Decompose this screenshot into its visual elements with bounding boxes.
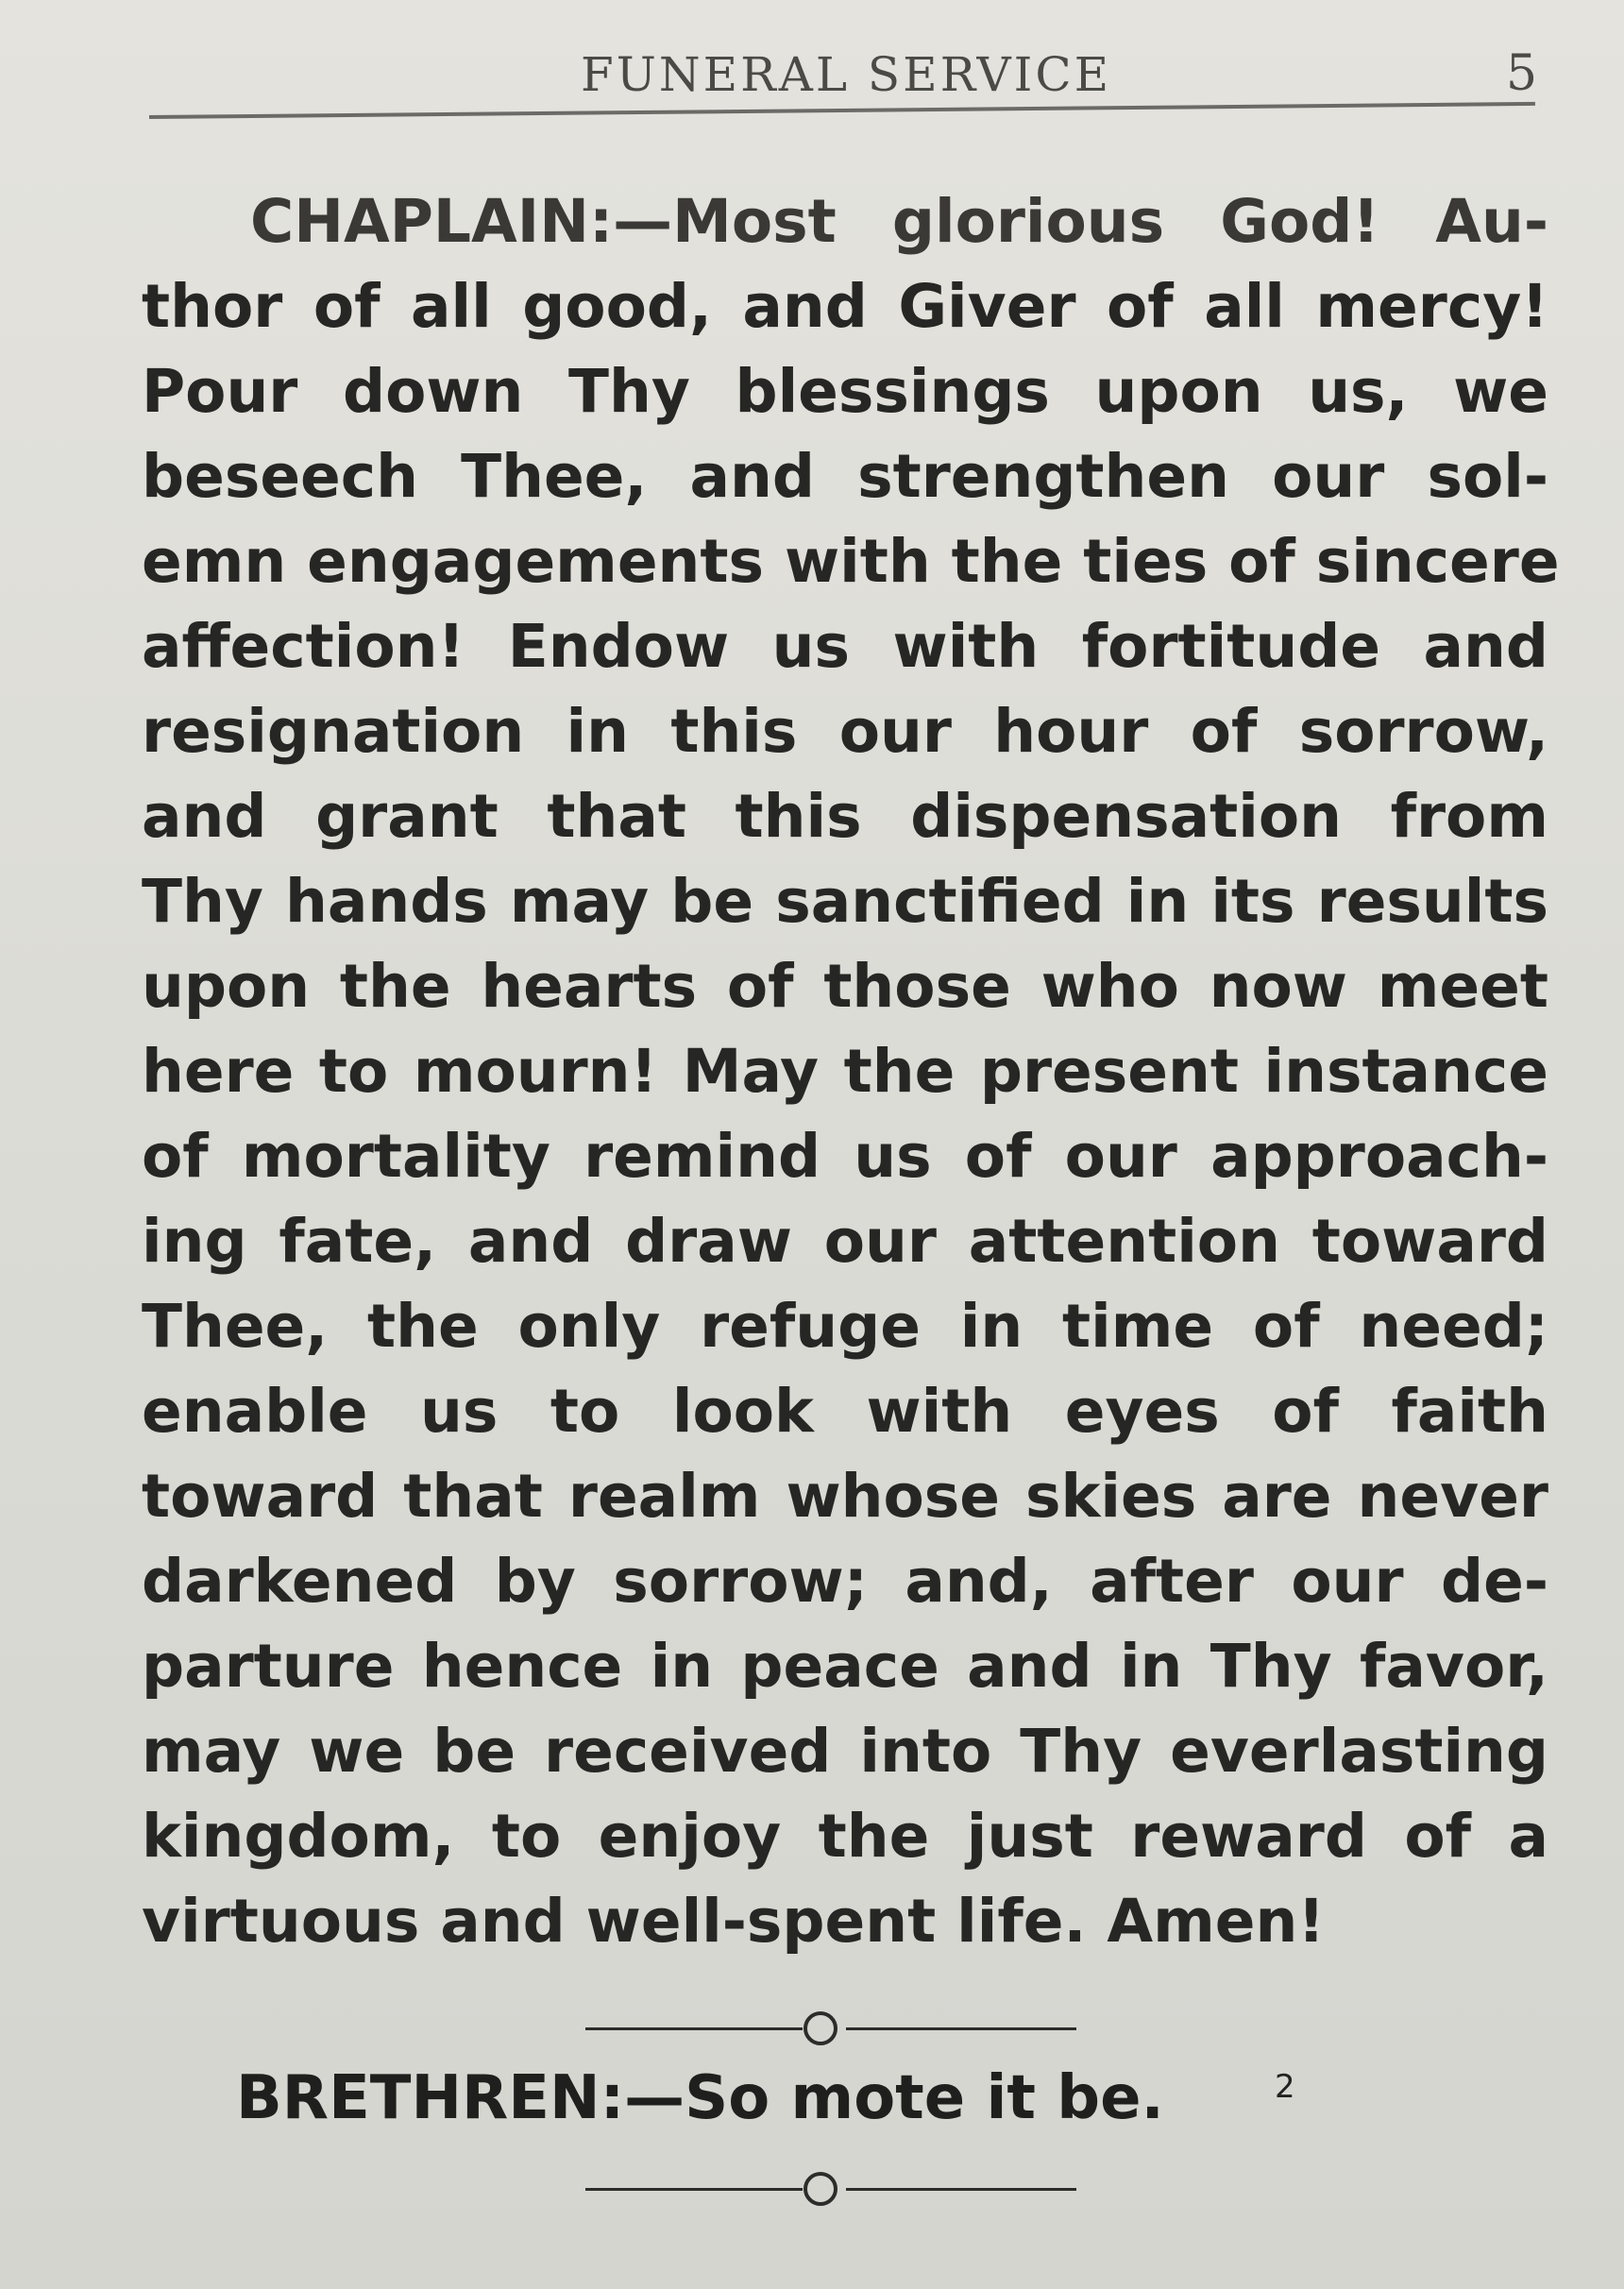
page-header xyxy=(0,38,1624,113)
ornamental-divider-top xyxy=(585,2009,1076,2047)
circle-ornament-icon xyxy=(804,2011,837,2045)
prayer-line: beseech Thee, and strengthen our sol- xyxy=(142,442,1548,511)
footnote-marker: 2 xyxy=(1275,2068,1295,2106)
prayer-line: parture hence in peace and in Thy favor, xyxy=(142,1632,1548,1701)
prayer-line: ing fate, and draw our attention toward xyxy=(142,1207,1548,1276)
page-number: 5 xyxy=(1506,45,1538,102)
chaplain-prayer xyxy=(142,179,1560,1964)
brethren-response: BRETHREN:—So mote it be. xyxy=(236,2063,1164,2133)
prayer-line: resignation in this our hour of sorrow, xyxy=(142,697,1548,766)
prayer-line: Thy hands may be sanctified in its results xyxy=(142,867,1548,936)
prayer-line: upon the hearts of those who now meet xyxy=(142,952,1548,1021)
prayer-line: kingdom, to enjoy the just reward of a xyxy=(142,1802,1548,1871)
ornamental-divider-bottom xyxy=(585,2170,1076,2208)
prayer-line: Pour down Thy blessings upon us, we xyxy=(142,357,1548,426)
prayer-line: thor of all good, and Giver of all mercy! xyxy=(142,272,1548,341)
prayer-line: virtuous and well-spent life. Amen! xyxy=(142,1887,1326,1956)
prayer-line: and grant that this dispensation from xyxy=(142,782,1548,851)
prayer-line: of mortality remind us of our approach- xyxy=(142,1122,1548,1191)
prayer-line: enable us to look with eyes of faith xyxy=(142,1377,1548,1446)
prayer-line: may we be received into Thy everlasting xyxy=(142,1717,1548,1786)
running-title: FUNERAL SERVICE xyxy=(581,47,1112,102)
circle-ornament-icon xyxy=(804,2172,837,2206)
prayer-line: affection! Endow us with fortitude and xyxy=(142,612,1548,681)
prayer-line: darkened by sorrow; and, after our de- xyxy=(142,1547,1548,1616)
prayer-line: here to mourn! May the present instance xyxy=(142,1037,1548,1106)
prayer-line: CHAPLAIN:—Most glorious God! Au- xyxy=(250,187,1548,256)
prayer-line: Thee, the only refuge in time of need; xyxy=(142,1292,1548,1361)
prayer-line: toward that realm whose skies are never xyxy=(142,1462,1548,1531)
prayer-line: emn engagements with the ties of sincere xyxy=(142,527,1560,596)
